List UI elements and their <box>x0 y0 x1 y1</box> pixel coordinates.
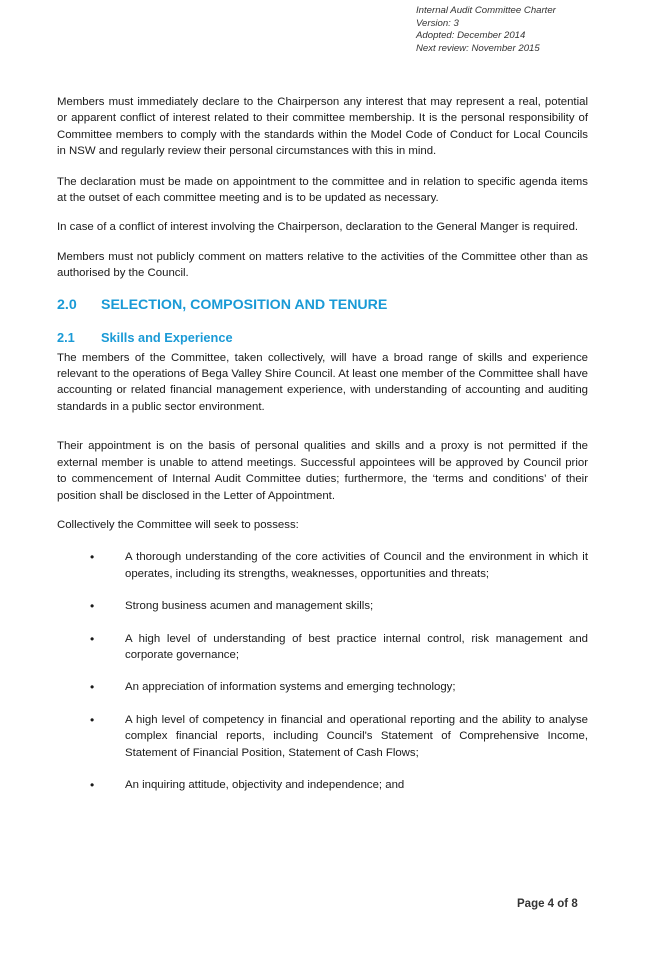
paragraph-conflict-declaration: Members must immediately declare to the Chairperson any interest that may represent a real, potential or apparent conflict of interest related to their committee membership. It is the personal responsibility of Committee members to comply with the standards within the Model Code of Conduct for Local Councils in NSW and regularly review their personal circumstances with this in mind. <box>57 96 588 158</box>
bullet-icon: • <box>90 777 95 792</box>
paragraph-collectively: Collectively the Committee will seek to possess: <box>57 518 299 531</box>
bullet-icon: • <box>90 680 95 695</box>
list-item: • Strong business acumen and management skills; <box>90 599 374 614</box>
header-title: Internal Audit Committee Charter <box>416 5 556 16</box>
list-item: • A thorough understanding of the core activities of Council and the environment in which it operates, including its strengths, weaknesses, opportunities and threats; <box>90 550 588 580</box>
page-content <box>57 94 588 809</box>
skills-list <box>57 549 588 793</box>
paragraph-chairperson-conflict: In case of a conflict of interest involving the Chairperson, declaration to the General Manger is required. <box>57 221 579 234</box>
list-item: • An appreciation of information systems and emerging technology; <box>90 680 456 695</box>
subsection-title: Skills and Experience <box>101 329 233 345</box>
subsection-number: 2.1 <box>57 329 75 345</box>
list-item: • A high level of understanding of best practice internal control, risk management and corporate governance; <box>90 631 588 661</box>
list-item: • An inquiring attitude, objectivity and independence; and <box>90 777 405 792</box>
section-title: SELECTION, COMPOSITION AND TENURE <box>101 296 388 313</box>
subsection-heading <box>57 330 588 346</box>
bullet-icon: • <box>90 712 95 727</box>
section-number: 2.0 <box>57 296 77 313</box>
header-adopted: Adopted: December 2014 <box>416 30 526 41</box>
paragraph-appointment: Their appointment is on the basis of personal qualities and skills and a proxy is not permitted if the external member is unable to attend meetings. Successful appointees will be approved by Council prior to commencement of Internal Audit Committee duties; furthermore, the ‘terms and conditions’ of their position shall be disclosed in the Letter of Appointment. <box>57 440 588 502</box>
bullet-icon: • <box>90 631 95 646</box>
paragraph-skills: The members of the Committee, taken collectively, will have a broad range of skills and experience relevant to the operations of Bega Valley Shire Council. At least one member of the Committee shall have accounting or related financial management experience, with understanding of accounting and auditing standards in a public sector environment. <box>57 351 588 413</box>
bullet-icon: • <box>90 599 95 614</box>
header-version: Version: 3 <box>416 17 459 29</box>
document-header <box>416 5 556 55</box>
paragraph-declaration-timing: The declaration must be made on appointment to the committee and in relation to specific agenda items at the outset of each committee meeting and is to be updated as necessary. <box>57 175 588 205</box>
bullet-icon: • <box>90 550 95 565</box>
page-number: Page 4 of 8 <box>517 898 578 910</box>
list-item: • A high level of competency in financial and operational reporting and the ability to analyse complex financial reports, including Council's Statement of Comprehensive Income, Statement of Financial Position, Statement of Cash Flows; <box>90 712 588 759</box>
header-next-review: Next review: November 2015 <box>416 42 540 54</box>
paragraph-public-comment: Members must not publicly comment on matters relative to the activities of the Committee other than as authorised by the Council. <box>57 250 588 280</box>
section-heading <box>57 296 588 314</box>
